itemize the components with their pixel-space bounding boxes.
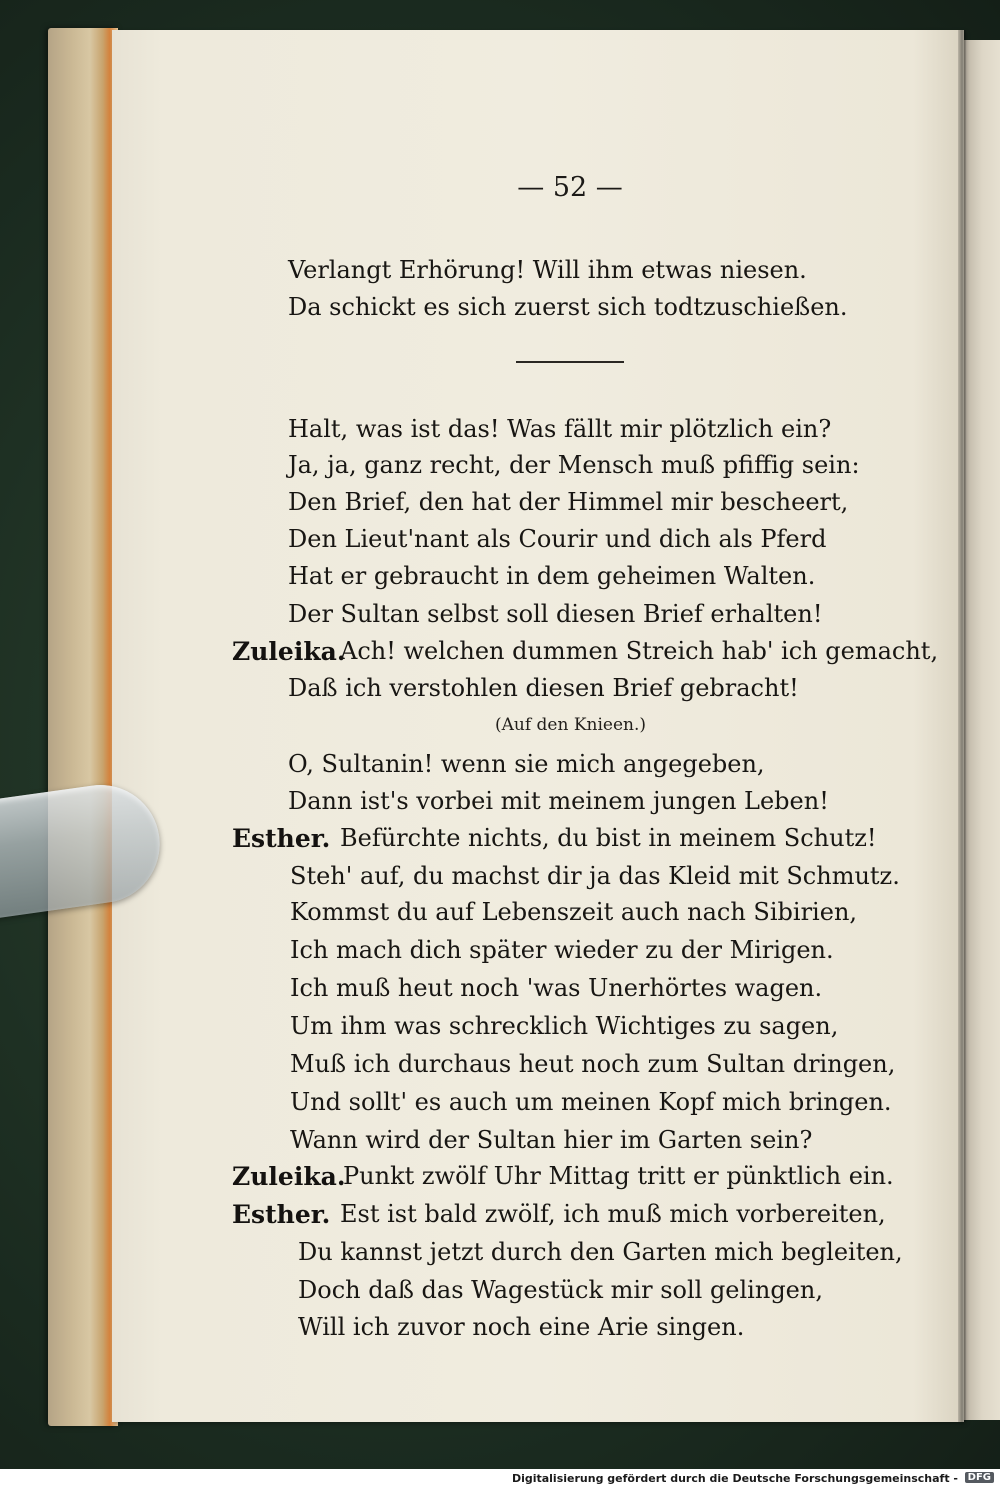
speaker-name: Esther. bbox=[232, 1200, 331, 1229]
verse-line: Verlangt Erhörung! Will ihm etwas niesen. bbox=[288, 256, 807, 284]
verse-line: Ich muß heut noch 'was Unerhörtes wagen. bbox=[290, 974, 823, 1002]
verse-line: Und sollt' es auch um meinen Kopf mich bringen. bbox=[290, 1088, 892, 1116]
dfg-logo: DFG bbox=[965, 1472, 994, 1483]
verse-line: Will ich zuvor noch eine Arie singen. bbox=[298, 1313, 745, 1341]
verse-line: Befürchte nichts, du bist in meinem Schutz! bbox=[340, 824, 877, 852]
verse-line: Punkt zwölf Uhr Mittag tritt er pünktlich ein. bbox=[343, 1162, 894, 1190]
footer-credit: Digitalisierung gefördert durch die Deutsche Forschungsgemeinschaft - bbox=[511, 1472, 958, 1485]
verse-line: Daß ich verstohlen diesen Brief gebracht! bbox=[288, 674, 799, 702]
verse-line: O, Sultanin! wenn sie mich angegeben, bbox=[288, 750, 765, 778]
verse-line: Kommst du auf Lebenszeit auch nach Sibirien, bbox=[290, 898, 858, 926]
verse-line: Dann ist's vorbei mit meinem jungen Leben! bbox=[288, 787, 829, 815]
book-gutter bbox=[958, 30, 966, 1422]
verse-line: Ja, ja, ganz recht, der Mensch muß pfiffig sein: bbox=[288, 451, 860, 479]
verse-line: Halt, was ist das! Was fällt mir plötzlich ein? bbox=[288, 415, 832, 443]
verse-line: Doch daß das Wagestück mir soll gelingen, bbox=[298, 1276, 823, 1304]
verse-line: Est ist bald zwölf, ich muß mich vorbereiten, bbox=[340, 1200, 886, 1228]
verse-line: Da schickt es sich zuerst sich todtzuschießen. bbox=[288, 293, 848, 321]
verse-line: Den Brief, den hat der Himmel mir bescheert, bbox=[288, 488, 849, 516]
facing-page-edge bbox=[962, 40, 1000, 1420]
verse-line: Um ihm was schrecklich Wichtiges zu sagen, bbox=[290, 1012, 839, 1040]
speaker-name: Zuleika. bbox=[232, 1162, 346, 1191]
digitization-footer bbox=[0, 1469, 1000, 1489]
page-number: — 52 — bbox=[517, 172, 623, 203]
page-edges bbox=[48, 28, 118, 1426]
verse-line: Der Sultan selbst soll diesen Brief erhalten! bbox=[288, 600, 823, 628]
verse-line: Hat er gebraucht in dem geheimen Walten. bbox=[288, 562, 816, 590]
speaker-name: Esther. bbox=[232, 824, 331, 853]
verse-line: Du kannst jetzt durch den Garten mich begleiten, bbox=[298, 1238, 903, 1266]
verse-line: Steh' auf, du machst dir ja das Kleid mit Schmutz. bbox=[290, 862, 900, 890]
verse-line: Ach! welchen dummen Streich hab' ich gemacht, bbox=[340, 637, 939, 665]
verse-line: Ich mach dich später wieder zu der Mirigen. bbox=[290, 936, 834, 964]
verse-line: Wann wird der Sultan hier im Garten sein? bbox=[290, 1126, 813, 1154]
verse-line: Muß ich durchaus heut noch zum Sultan dringen, bbox=[290, 1050, 896, 1078]
section-divider bbox=[516, 361, 624, 363]
verse-line: Den Lieut'nant als Courir und dich als Pferd bbox=[288, 525, 827, 553]
stage-direction: (Auf den Knieen.) bbox=[495, 715, 647, 735]
speaker-name: Zuleika. bbox=[232, 637, 346, 666]
